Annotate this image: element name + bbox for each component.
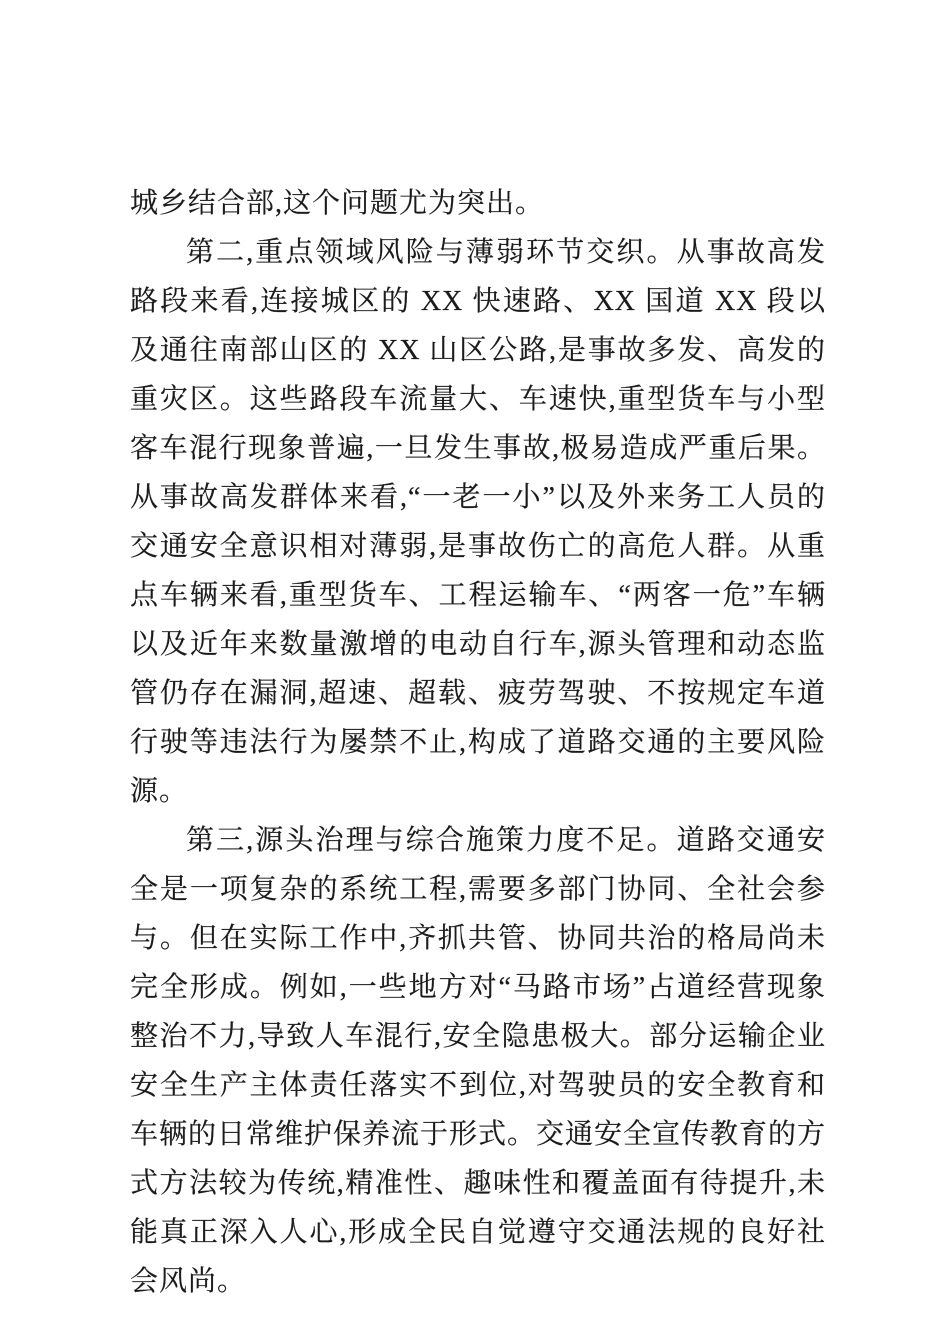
paragraph-third-point: 第三,源头治理与综合施策力度不足。道路交通安全是一项复杂的系统工程,需要多部门协同、全社会参与。但在实际工作中,齐抓共管、协同共治的格局尚未完全形成。例如,一些地方对“马路市场”占道经营现象整治不力,导致人车混行,安全隐患极大。部分运输企业安全生产主体责任落实不到位,对驾驶员的安全教育和车辆的日常维护保养流于形式。交通安全宣传教育的方式方法较为传统,精准性、趣味性和覆盖面有待提升,未能真正深入人心,形成全民自觉遵守交通法规的良好社会风尚。 — [130, 825, 827, 1297]
document-body — [130, 179, 826, 1306]
paragraph-second-point: 第二,重点领域风险与薄弱环节交织。从事故高发路段来看,连接城区的 XX 快速路、XX 国道 XX 段以及通往南部山区的 XX 山区公路,是事故多发、高发的重灾区。这些路段车流量大、车速快,重型货车与小型客车混行现象普遍,一旦发生事故,极易造成严重后果。从事故高发群体来看,“一老一小”以及外来务工人员的交通安全意识相对薄弱,是事故伤亡的高危人群。从重点车辆来看,重型货车、工程运输车、“两客一危”车辆以及近年来数量激增的电动自行车,源头管理和动态监管仍存在漏洞,超速、超载、疲劳驾驶、不按规定车道行驶等违法行为屡禁不止,构成了道路交通的主要风险源。 — [130, 237, 826, 807]
paragraph-continuation: 城乡结合部,这个问题尤为突出。 — [130, 188, 545, 219]
